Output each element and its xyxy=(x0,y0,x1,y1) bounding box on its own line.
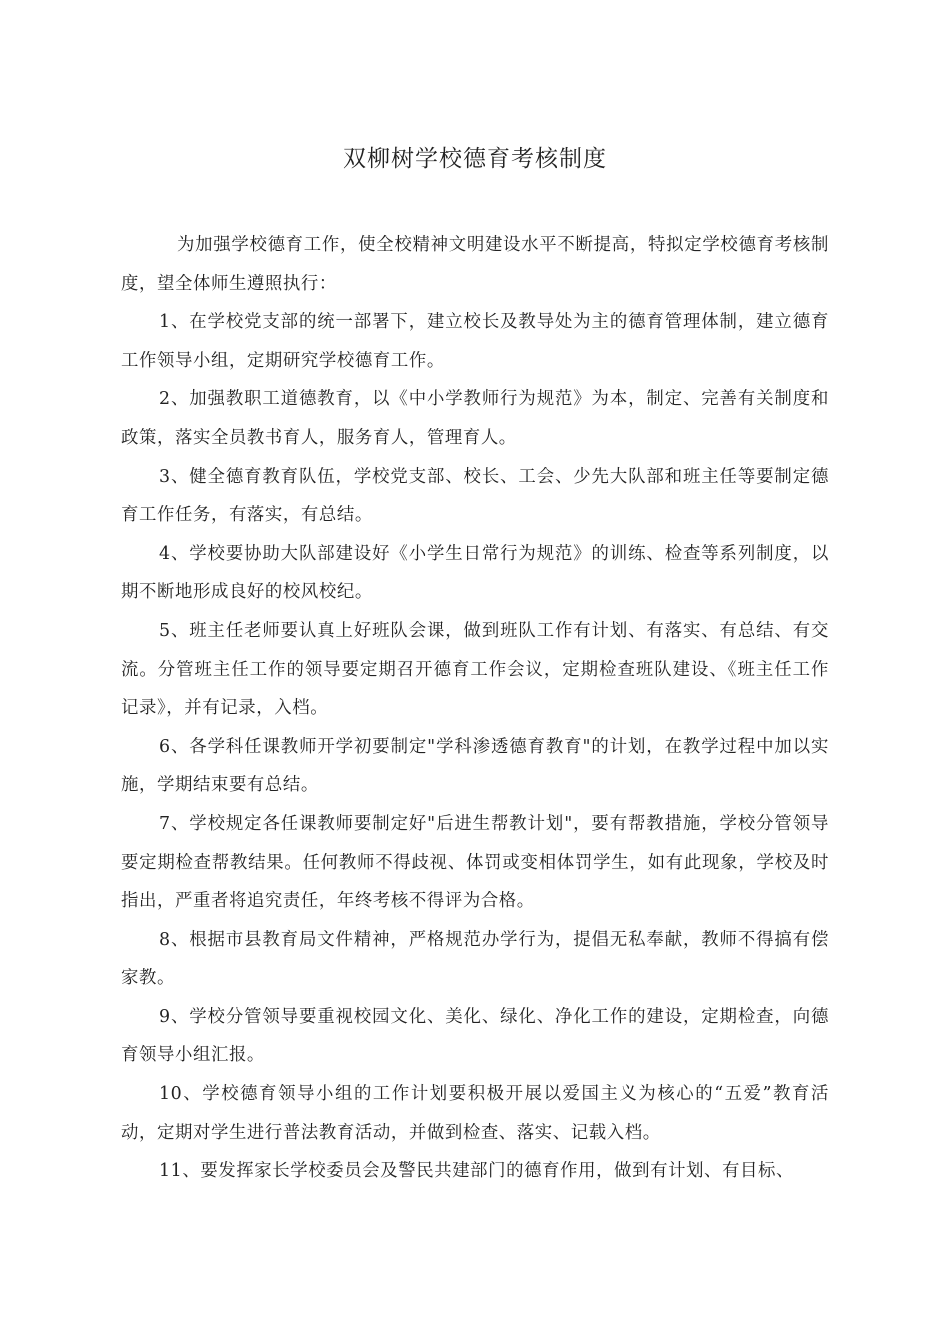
rule-item-9: 9、学校分管领导要重视校园文化、美化、绿化、净化工作的建设，定期检查，向德育领导小组汇报。 xyxy=(121,1006,829,1066)
rule-item-5: 5、班主任老师要认真上好班队会课，做到班队工作有计划、有落实、有总结、有交流。分管班主任工作的领导要定期召开德育工作会议，定期检查班队建设、《班主任工作记录》，并有记录，入档。 xyxy=(121,620,829,719)
rule-item-3: 3、健全德育教育队伍，学校党支部、校长、工会、少先大队部和班主任等要制定德育工作任务，有落实，有总结。 xyxy=(121,466,829,526)
document-title: 双柳树学校德育考核制度 xyxy=(343,146,607,172)
intro-paragraph: 为加强学校德育工作，使全校精神文明建设水平不断提高，特拟定学校德育考核制度，望全体师生遵照执行： xyxy=(121,235,829,294)
rule-item-1: 1、在学校党支部的统一部署下，建立校长及教导处为主的德育管理体制，建立德育工作领导小组，定期研究学校德育工作。 xyxy=(121,312,829,371)
rule-item-4: 4、学校要协助大队部建设好《小学生日常行为规范》的训练、检查等系列制度，以期不断地形成良好的校风校纪。 xyxy=(121,543,829,603)
rule-item-2: 2、加强教职工道德教育，以《中小学教师行为规范》为本，制定、完善有关制度和政策，落实全员教书育人，服务育人，管理育人。 xyxy=(121,389,829,448)
rule-item-7: 7、学校规定各任课教师要制定好"后进生帮教计划"，要有帮教措施，学校分管领导要定期检查帮教结果。任何教师不得歧视、体罚或变相体罚学生，如有此现象，学校及时指出，严重者将追究责任，年终考核不得评为合格。 xyxy=(121,813,829,912)
rule-item-8: 8、根据市县教育局文件精神，严格规范办学行为，提倡无私奉献，教师不得搞有偿家教。 xyxy=(121,929,829,989)
rule-item-11: 11、要发挥家长学校委员会及警民共建部门的德育作用，做到有计划、有目标、 xyxy=(159,1161,795,1182)
document-body xyxy=(121,226,829,1191)
rule-item-10: 10、学校德育领导小组的工作计划要积极开展以爱国主义为核心的“五爱”教育活动，定期对学生进行普法教育活动，并做到检查、落实、记载入档。 xyxy=(121,1084,829,1143)
rule-item-6: 6、各学科任课教师开学初要制定"学科渗透德育教育"的计划，在教学过程中加以实施，学期结束要有总结。 xyxy=(121,736,829,796)
